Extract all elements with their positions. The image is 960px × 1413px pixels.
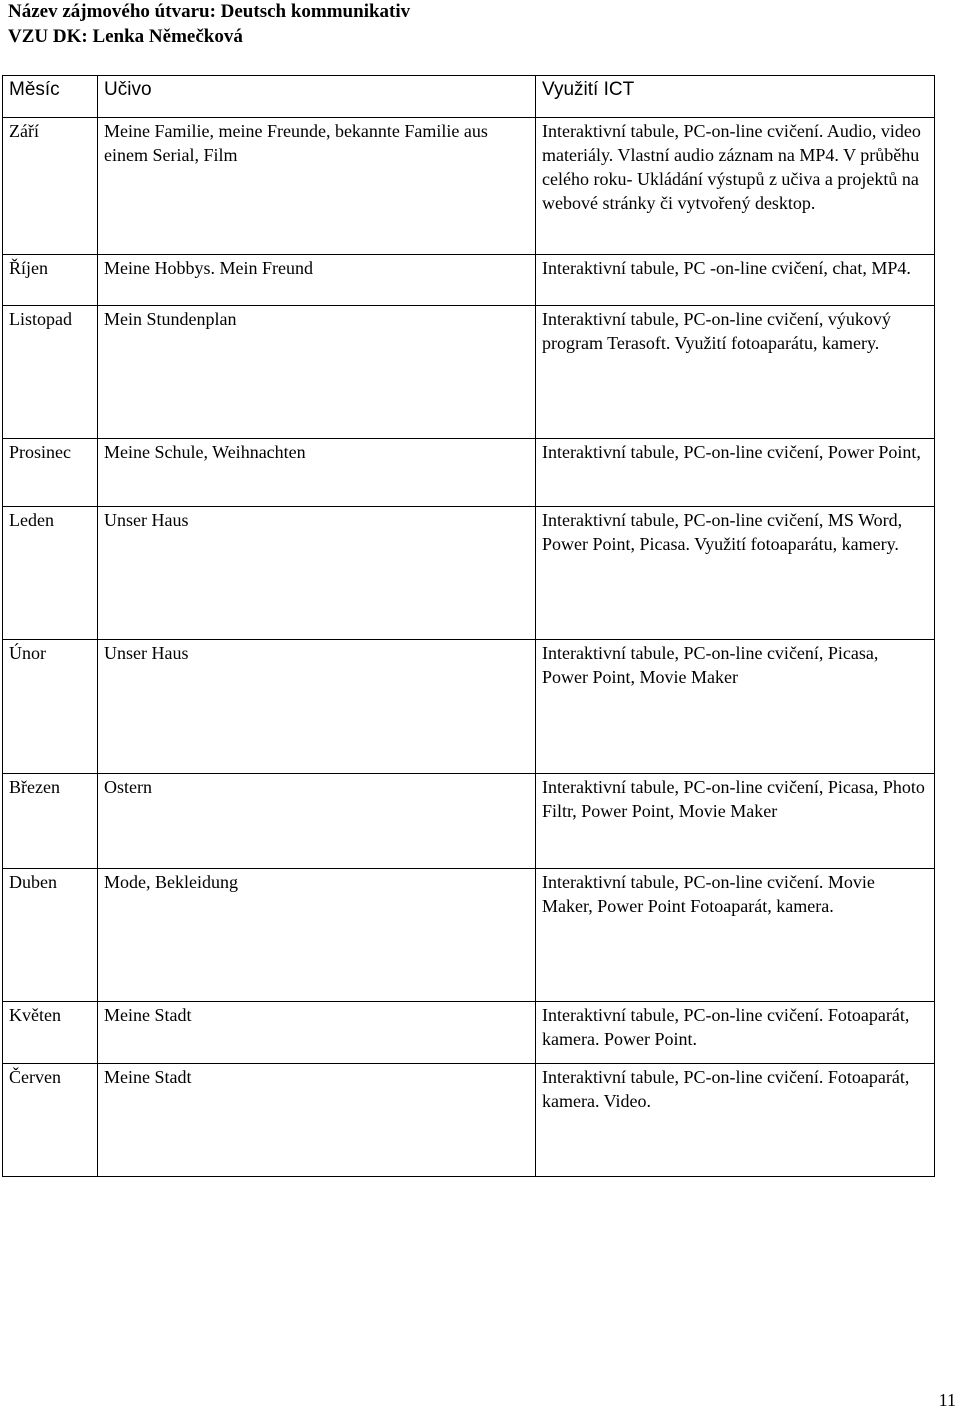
column-header-month: Měsíc — [3, 76, 98, 118]
topic-cell: Unser Haus — [98, 640, 536, 774]
month-cell: Září — [3, 118, 98, 255]
topic-cell: Meine Hobbys. Mein Freund — [98, 255, 536, 306]
topic-cell: Unser Haus — [98, 507, 536, 640]
month-cell: Březen — [3, 774, 98, 869]
table-row — [3, 774, 935, 869]
table-row — [3, 1002, 935, 1064]
table-row — [3, 255, 935, 306]
topic-cell: Meine Stadt — [98, 1064, 536, 1177]
topic-cell: Meine Familie, meine Freunde, bekannte Familie aus einem Serial, Film — [98, 118, 536, 255]
month-cell: Červen — [3, 1064, 98, 1177]
column-header-ict: Využití ICT — [536, 76, 935, 118]
ict-cell: Interaktivní tabule, PC-on-line cvičení, Picasa, Power Point, Movie Maker — [536, 640, 935, 774]
month-cell: Únor — [3, 640, 98, 774]
ict-cell: Interaktivní tabule, PC-on-line cvičení, MS Word, Power Point, Picasa. Využití fotoaparátu, kamery. — [536, 507, 935, 640]
ict-cell: Interaktivní tabule, PC-on-line cvičení. Audio, video materiály. Vlastní audio záznam na MP4. V průběhu celého roku- Ukládání výstupů z učiva a projektů na webové stránky či vytvořený desktop. — [536, 118, 935, 255]
table-row — [3, 640, 935, 774]
ict-cell: Interaktivní tabule, PC-on-line cvičení, Picasa, Photo Filtr, Power Point, Movie Maker — [536, 774, 935, 869]
table-row — [3, 118, 935, 255]
table-row — [3, 306, 935, 439]
table-row — [3, 507, 935, 640]
table-row — [3, 869, 935, 1002]
month-cell: Říjen — [3, 255, 98, 306]
month-cell: Duben — [3, 869, 98, 1002]
table-row — [3, 439, 935, 507]
ict-cell: Interaktivní tabule, PC-on-line cvičení. Movie Maker, Power Point Fotoaparát, kamera. — [536, 869, 935, 1002]
topic-cell: Mode, Bekleidung — [98, 869, 536, 1002]
month-cell: Leden — [3, 507, 98, 640]
month-cell: Listopad — [3, 306, 98, 439]
ict-cell: Interaktivní tabule, PC-on-line cvičení. Fotoaparát, kamera. Video. — [536, 1064, 935, 1177]
document-title: Název zájmového útvaru: Deutsch kommunikativ — [8, 1, 411, 22]
month-cell: Květen — [3, 1002, 98, 1064]
topic-cell: Meine Stadt — [98, 1002, 536, 1064]
curriculum-table — [2, 75, 935, 1177]
ict-cell: Interaktivní tabule, PC-on-line cvičení. Fotoaparát, kamera. Power Point. — [536, 1002, 935, 1064]
page-number: 11 — [938, 1390, 956, 1410]
month-cell: Prosinec — [3, 439, 98, 507]
table-header-row — [3, 76, 935, 118]
table-row — [3, 1064, 935, 1177]
ict-cell: Interaktivní tabule, PC -on-line cvičení, chat, MP4. — [536, 255, 935, 306]
column-header-topic: Učivo — [98, 76, 536, 118]
topic-cell: Meine Schule, Weihnachten — [98, 439, 536, 507]
topic-cell: Mein Stundenplan — [98, 306, 536, 439]
ict-cell: Interaktivní tabule, PC-on-line cvičení, výukový program Terasoft. Využití fotoaparátu, kamery. — [536, 306, 935, 439]
topic-cell: Ostern — [98, 774, 536, 869]
document-author: VZU DK: Lenka Němečková — [8, 26, 243, 47]
ict-cell: Interaktivní tabule, PC-on-line cvičení, Power Point, — [536, 439, 935, 507]
